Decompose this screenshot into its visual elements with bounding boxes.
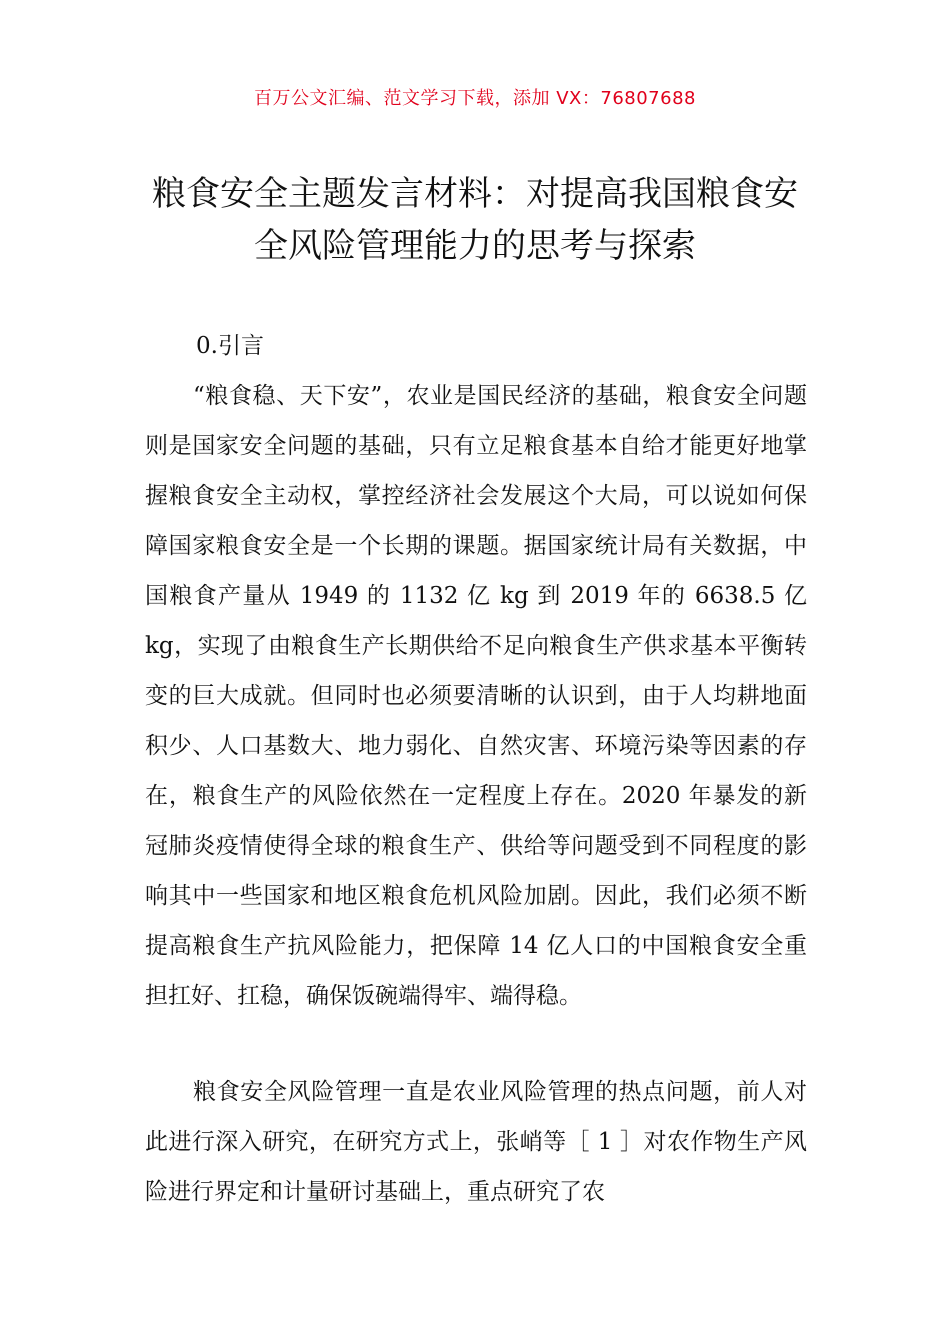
header-note: 百万公文汇编、范文学习下载，添加 VX：76807688 [254, 88, 696, 109]
paragraph: 粮食安全风险管理一直是农业风险管理的热点问题，前人对此进行深入研究，在研究方式上，张峭等［ 1 ］对农作物生产风险进行界定和计量研讨基础上，重点研究了农 [145, 1079, 807, 1205]
document-title: 粮食安全主题发言材料：对提高我国粮食安全风险管理能力的思考与探索 [152, 174, 798, 266]
section-heading: 0.引言 [196, 333, 264, 359]
paragraph: “粮食稳、天下安”，农业是国民经济的基础，粮食安全问题则是国家安全问题的基础，只有立足粮食基本自给才能更好地掌握粮食安全主动权，掌控经济社会发展这个大局，可以说如何保障国家粮食安全是一个长期的课题。据国家统计局有关数据，中国粮食产量从 1949 的 1132 亿 kg 到 2019 年的 6638.5 亿 kg，实现了由粮食生产长期供给不足向粮食生产供求基本平衡转变的巨大成就。但同时也必须要清晰的认识到，由于人均耕地面积少、人口基数大、地力弱化、自然灾害、环境污染等因素的存在，粮食生产的风险依然在一定程度上存在。2020 年暴发的新冠肺炎疫情使得全球的粮食生产、供给等问题受到不同程度的影响其中一些国家和地区粮食危机风险加剧。因此，我们必须不断提高粮食生产抗风险能力，把保障 14 亿人口的中国粮食安全重担扛好、扛稳，确保饭碗端得牢、端得稳。 [145, 383, 807, 1009]
